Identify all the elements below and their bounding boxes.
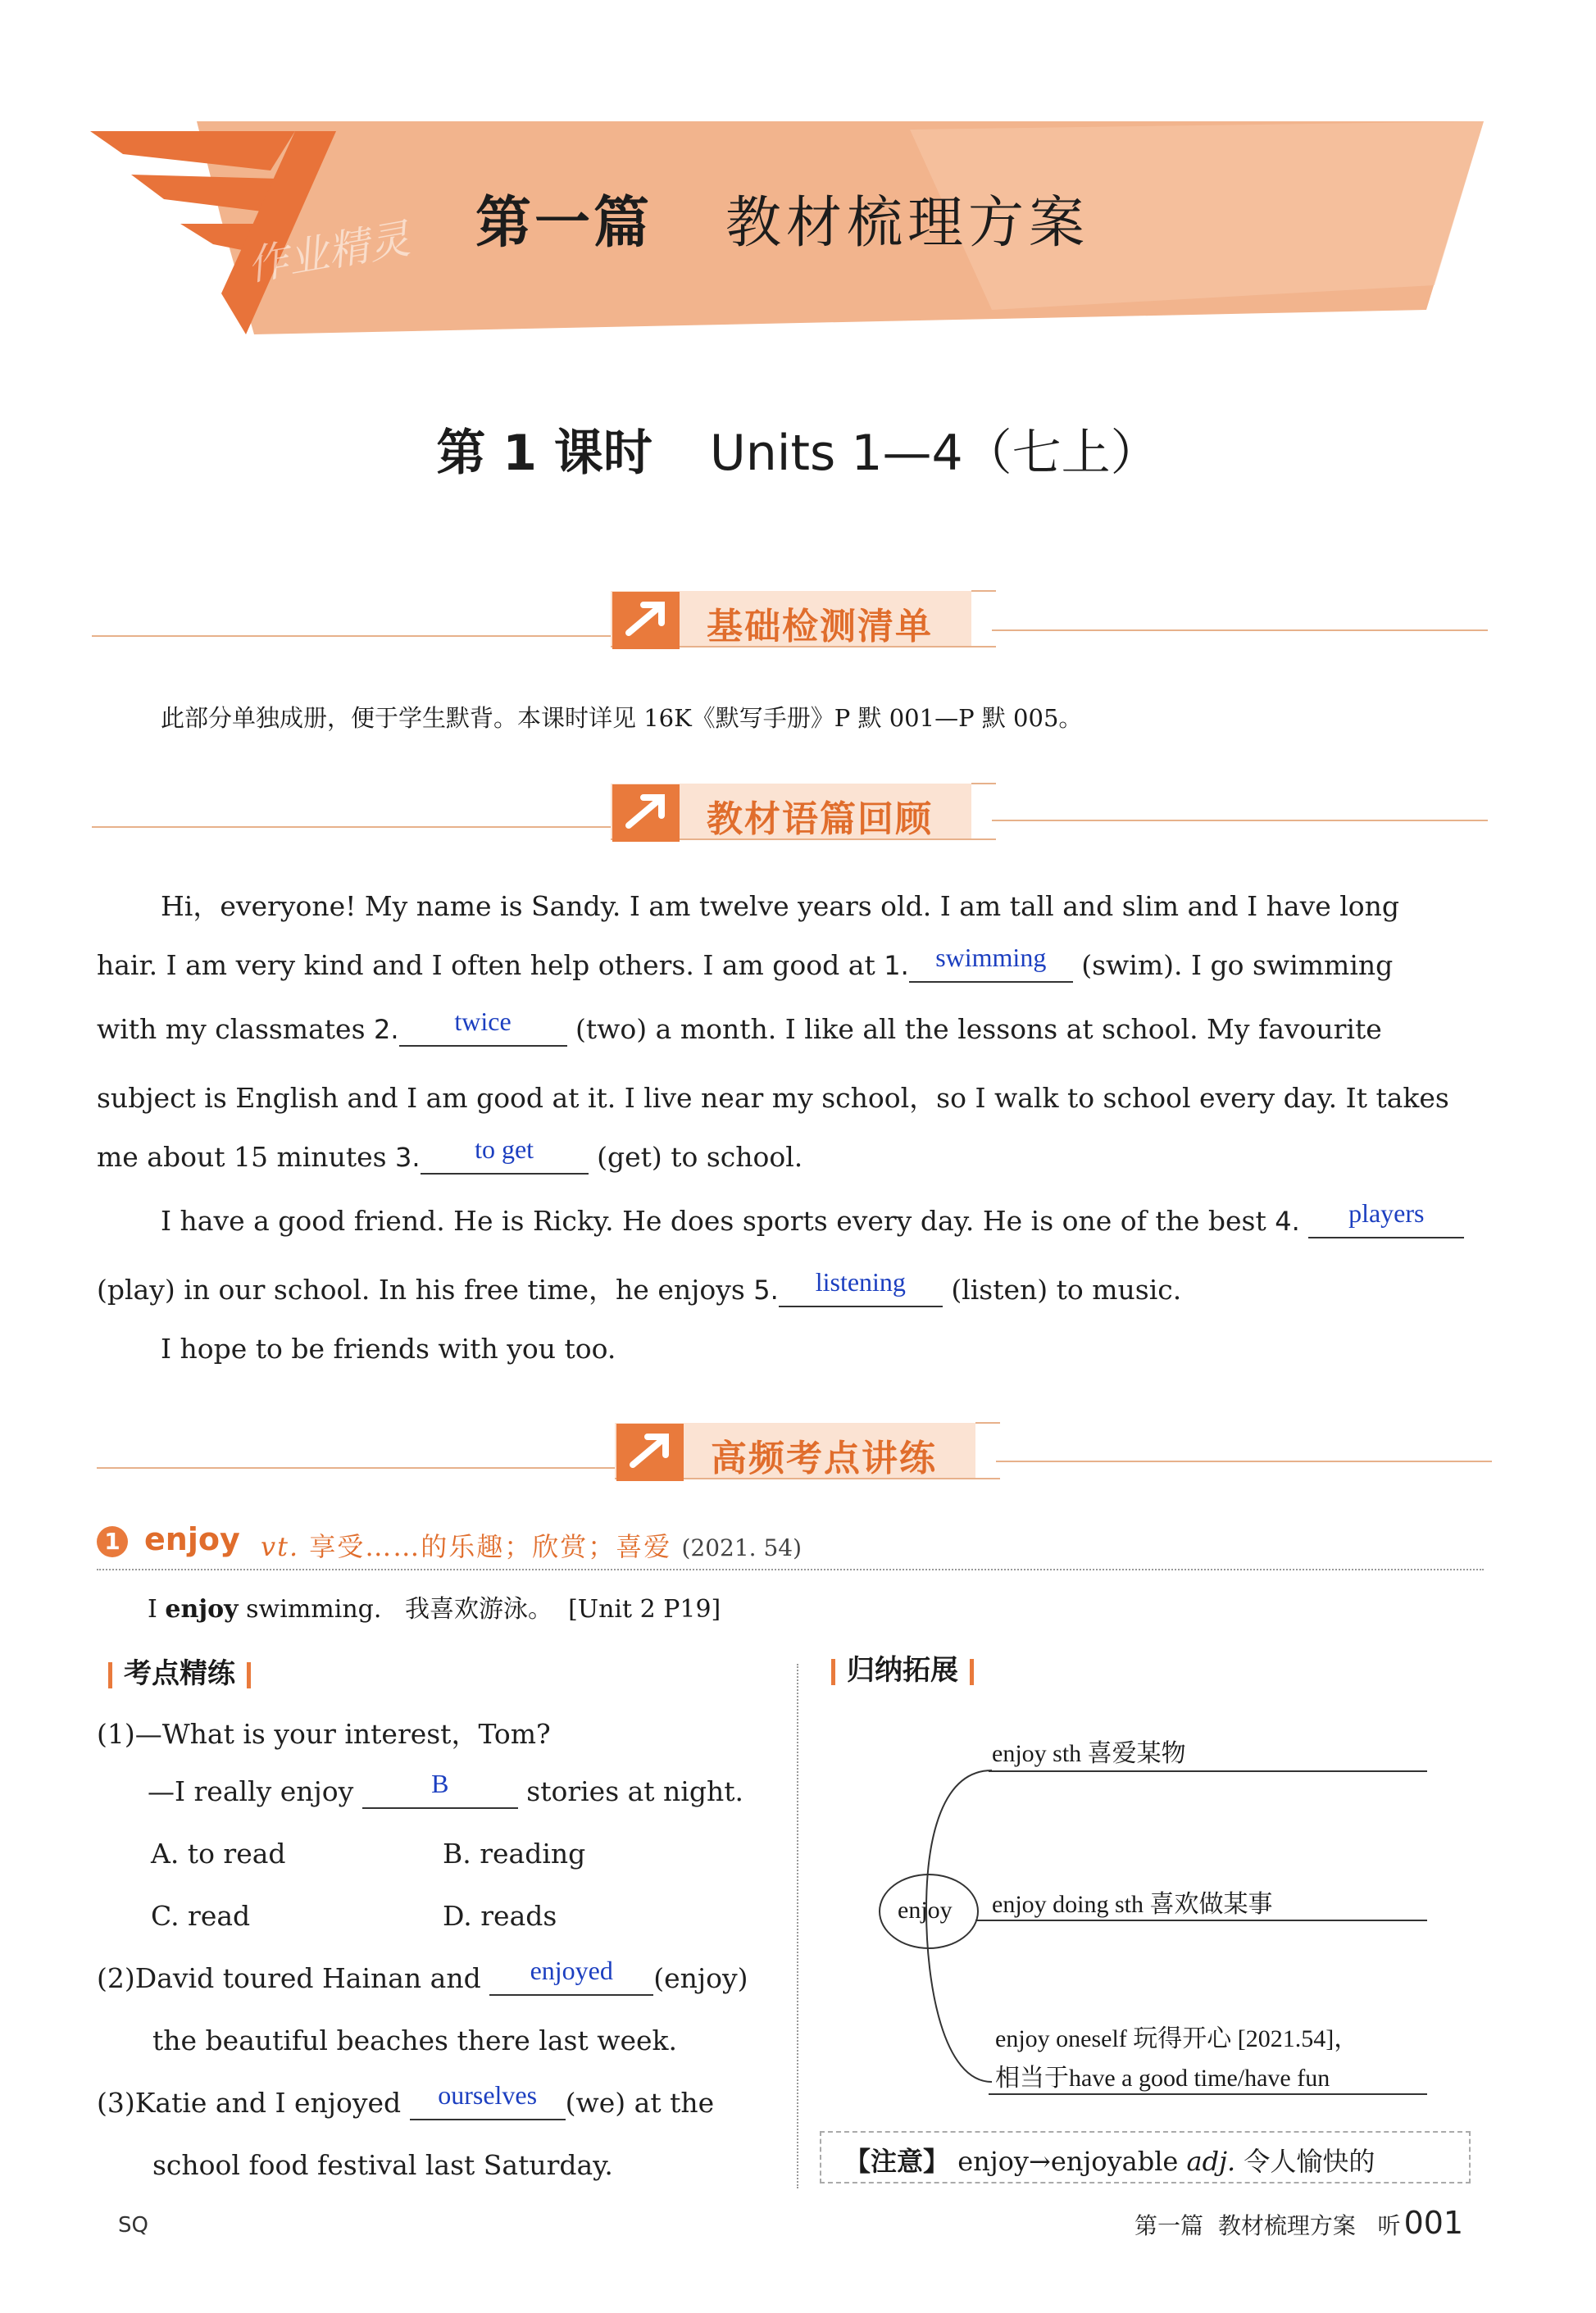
mind-map-center-label: enjoy <box>898 1897 953 1924</box>
section-rule <box>97 1467 621 1469</box>
passage-line: subject is English and I am good at it. I live near my school，so I walk to school every day. It takes <box>97 1082 1449 1114</box>
lesson-label: 第 1 课时 <box>436 425 652 482</box>
notice-text: 【注意】 enjoy→enjoyable adj. 令人愉快的 <box>844 2146 1375 2177</box>
passage-line: me about 15 minutes 3. to get (get) to school. <box>97 1134 803 1173</box>
branch-line <box>989 2093 1427 2095</box>
footer-page-info: 第一篇 教材梳理方案 听 001 <box>1134 2205 1464 2241</box>
option-b: B. reading <box>443 1838 586 1870</box>
answer-blank-4: players <box>1308 1205 1464 1238</box>
banner-watermark: 作业精灵 <box>243 215 414 290</box>
section-rule <box>92 826 616 828</box>
question-2-cont: the beautiful beaches there last week. <box>152 2024 678 2056</box>
option-d: D. reads <box>443 1900 557 1932</box>
section-rule <box>992 629 1488 631</box>
chapter-name: 教材梳理方案 <box>725 191 1090 256</box>
answer-blank-q3: ourselves <box>410 2087 566 2120</box>
branch-2: enjoy doing sth 喜欢做某事 <box>992 1891 1273 1918</box>
passage-line: with my classmates 2. twice (two) a month. I like all the lessons at school. My favourite <box>97 1007 1382 1045</box>
question-1-line: —I really enjoy B stories at night. <box>148 1769 743 1807</box>
keypoint-word: enjoy <box>144 1521 240 1557</box>
question-1-stem: (1)—What is your interest，Tom? <box>97 1718 551 1750</box>
answer-blank-1: swimming <box>909 949 1073 983</box>
answer-blank-q2: enjoyed <box>489 1962 653 1996</box>
arrow-icon <box>616 1424 684 1481</box>
question-2-line: (2)David toured Hainan and enjoyed (enjoy) <box>97 1956 748 1994</box>
section-rule <box>992 820 1488 821</box>
passage-line: I have a good friend. He is Ricky. He does sports every day. He is one of the best 4. players <box>161 1205 1464 1238</box>
branch-3b: 相当于have a good time/have fun <box>995 2065 1330 2092</box>
footer-code: SQ <box>118 2213 148 2238</box>
practice-heading: 考点精练 <box>97 1651 262 1691</box>
arrow-icon <box>612 592 680 649</box>
answer-blank-2: twice <box>399 1013 567 1047</box>
passage-line: hair. I am very kind and I often help others. I am good at 1. swimming (swim). I go swimming <box>97 943 1394 981</box>
dotted-divider <box>97 1569 1484 1570</box>
chapter-part: 第一篇 <box>475 191 653 256</box>
keypoint-example: I enjoy swimming. 我喜欢游泳。 [Unit 2 P19] <box>148 1595 721 1624</box>
passage-line: I hope to be friends with you too. <box>161 1333 616 1365</box>
branch-1: enjoy sth 喜爱某物 <box>992 1740 1186 1767</box>
lesson-units: Units 1—4（七上） <box>709 425 1160 482</box>
keypoint-definition: vt. 享受……的乐趣；欣赏；喜爱 (2021. 54) <box>261 1531 803 1562</box>
arrow-icon <box>612 784 680 842</box>
section-title-basics: 基础检测清单 <box>707 606 933 648</box>
branch-line <box>975 1920 1427 1921</box>
option-a: A. to read <box>151 1838 286 1870</box>
question-3-cont: school food festival last Saturday. <box>152 2149 613 2181</box>
column-divider <box>797 1664 798 2188</box>
answer-blank-5: listening <box>779 1274 943 1307</box>
answer-blank-3: to get <box>421 1141 589 1175</box>
section-title-review: 教材语篇回顾 <box>707 798 933 840</box>
section-rule <box>996 1461 1492 1462</box>
expand-heading: 归纳拓展 <box>820 1647 985 1688</box>
keypoint-number: 1 <box>97 1526 128 1557</box>
lesson-title <box>0 414 1596 484</box>
section-rule <box>92 635 616 637</box>
branch-3a: enjoy oneself 玩得开心 [2021.54]， <box>995 2025 1359 2052</box>
section-title-keypoints: 高频考点讲练 <box>711 1438 937 1479</box>
option-c: C. read <box>151 1900 251 1932</box>
section-note: 此部分单独成册，便于学生默背。本课时详见 16K《默写手册》P 默 001—P 默 005。 <box>161 704 1083 732</box>
answer-blank-q1: B <box>362 1775 518 1809</box>
passage-line: Hi，everyone! My name is Sandy. I am twelve years old. I am tall and slim and I have long <box>161 890 1400 922</box>
branch-line <box>989 1770 1427 1772</box>
page-number: 001 <box>1403 2205 1464 2241</box>
passage-line: (play) in our school. In his free time，he enjoys 5. listening (listen) to music. <box>97 1267 1182 1306</box>
question-3-line: (3)Katie and I enjoyed ourselves (we) at the <box>97 2080 715 2119</box>
